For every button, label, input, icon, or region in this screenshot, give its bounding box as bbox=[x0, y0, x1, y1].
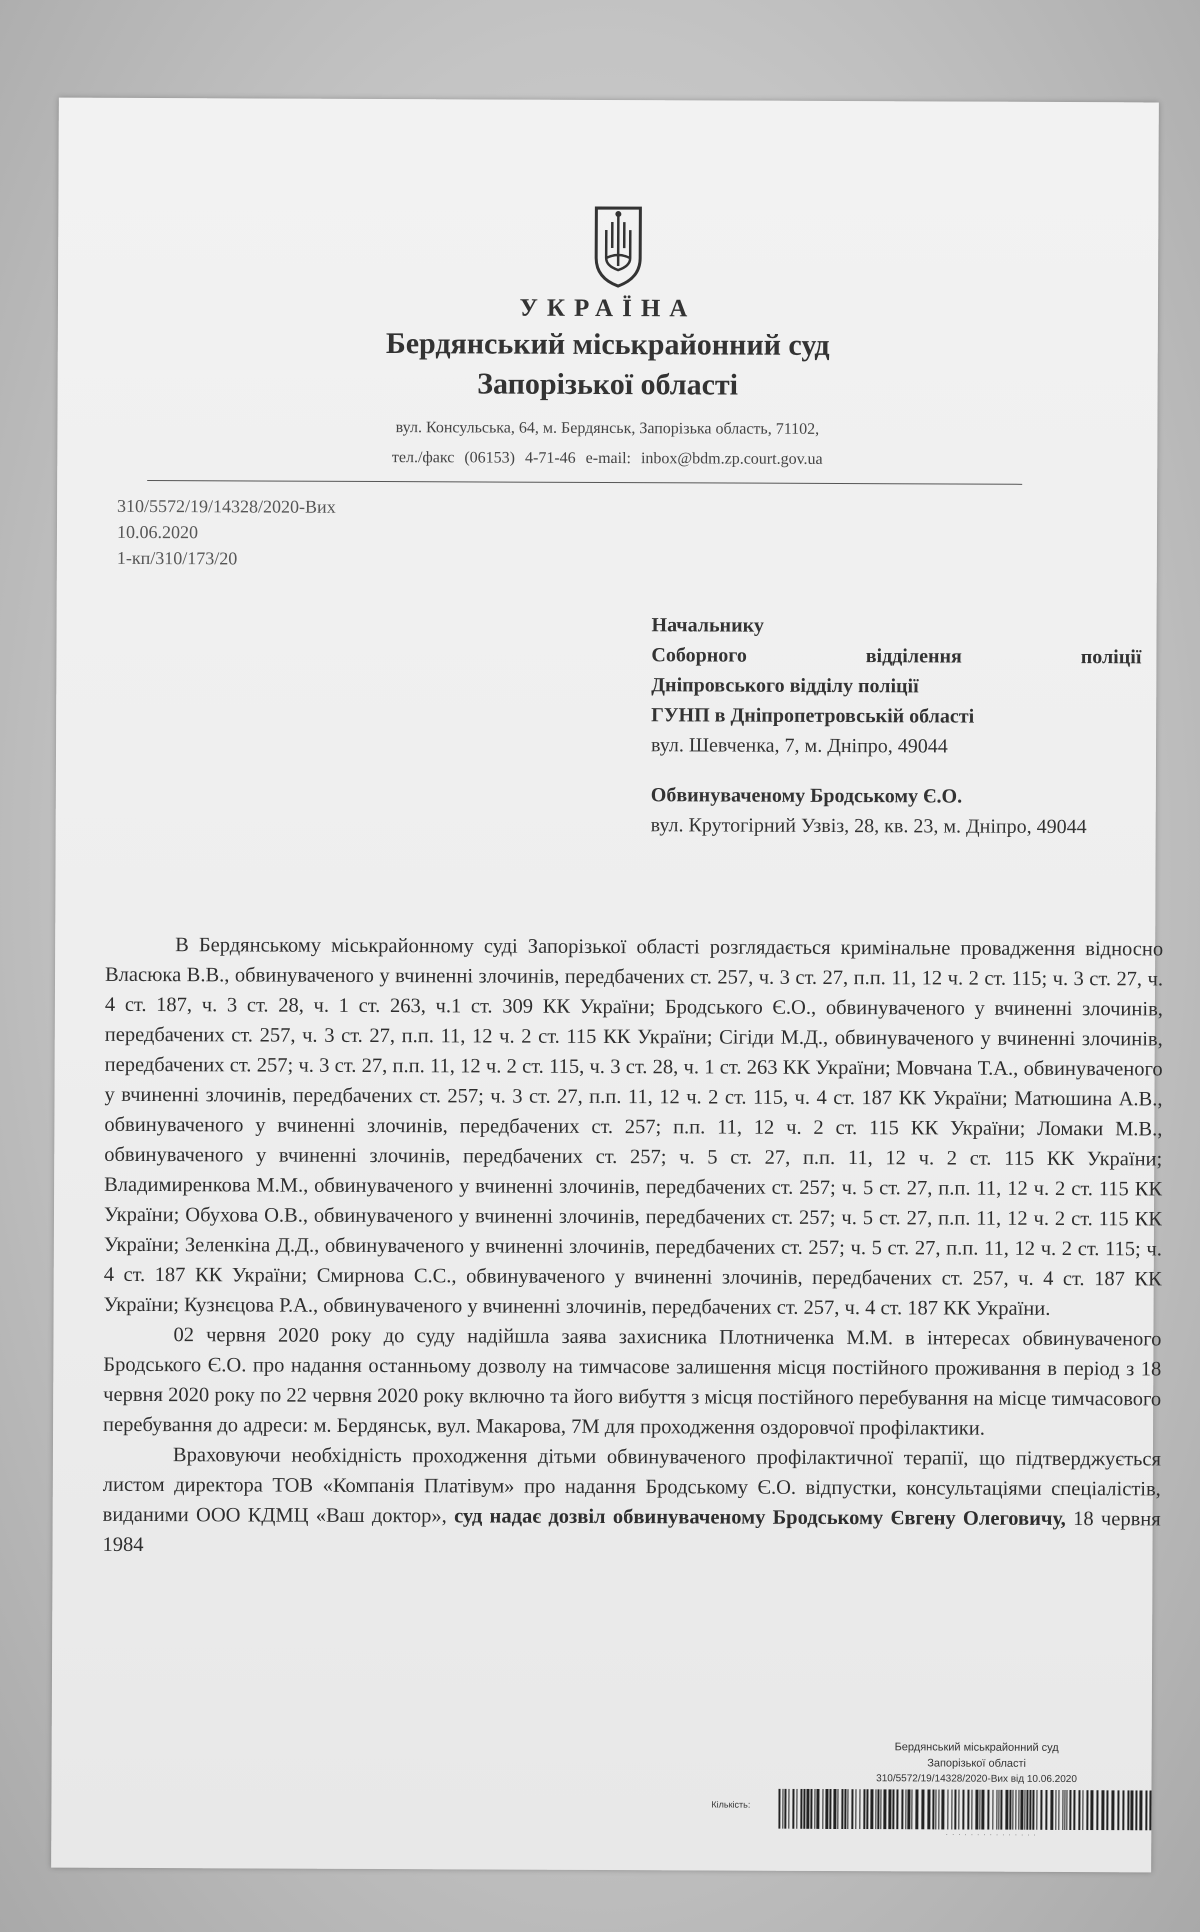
barcode-bar bbox=[958, 1790, 959, 1830]
barcode-bar bbox=[792, 1789, 794, 1829]
barcode-bar bbox=[1130, 1790, 1133, 1830]
barcode-bar bbox=[825, 1789, 828, 1829]
barcode-bar bbox=[1036, 1790, 1037, 1830]
barcode-bar bbox=[992, 1790, 993, 1830]
barcode-bar bbox=[1106, 1790, 1108, 1830]
barcode-bar bbox=[1024, 1790, 1025, 1830]
addressee-dept-word1: Соборного bbox=[651, 644, 747, 667]
barcode-bar bbox=[829, 1789, 831, 1829]
barcode-bar bbox=[1101, 1790, 1104, 1830]
body-paragraph-3-bold: суд надає дозвіл обвинуваченому Бродському Євгену Олеговичу, bbox=[454, 1505, 1066, 1531]
barcode-bar bbox=[1045, 1790, 1047, 1830]
barcode-bar bbox=[803, 1789, 805, 1829]
barcode-bar bbox=[800, 1789, 802, 1829]
barcode-bar bbox=[987, 1790, 989, 1830]
case-number: 1-кп/310/173/20 bbox=[116, 547, 238, 569]
barcode-bar bbox=[796, 1789, 797, 1829]
barcode-label: Кількість: bbox=[711, 1799, 751, 1810]
barcode-bar bbox=[998, 1790, 999, 1830]
barcode-bar bbox=[971, 1790, 972, 1830]
barcode-bar bbox=[1149, 1790, 1151, 1830]
barcode-bar bbox=[1000, 1790, 1002, 1830]
coat-of-arms-icon bbox=[588, 200, 648, 290]
barcode-bar bbox=[901, 1789, 903, 1829]
barcode-bar bbox=[1032, 1790, 1034, 1830]
barcode-bar bbox=[1018, 1790, 1019, 1830]
barcode-bar bbox=[1082, 1790, 1083, 1830]
barcode-bar bbox=[1086, 1790, 1088, 1830]
barcode-bar bbox=[1015, 1790, 1016, 1830]
barcode-bar bbox=[1078, 1790, 1080, 1830]
barcode-bar bbox=[1117, 1790, 1119, 1830]
barcode-icon bbox=[778, 1789, 1151, 1831]
barcode-bar bbox=[932, 1789, 934, 1829]
body-paragraph-1: В Бердянському міськрайонному суді Запорізької області розглядається кримінальне провадження відносно Власюка В.В., обвинуваченого у вчиненні злочинів, передбачених ст. 257, ч. 3 ст. 27, п.п. 11, 12 ч. 2 ст. 115; ч. 3 ст. 27, ч. 4 ст. 187, ч. 3 ст. 28, ч. 1 ст. 263, ч.1 ст. 309 КК України; Бродського Є.О., обвинуваченого у вчиненні злочинів, передбачених ст. 257, ч. 3 ст. 27, п.п. 11, 12 ч. 2 ст. 115 КК України; Сігіди М.Д., обвинуваченого у вчиненні злочинів, передбачених ст. 257; ч. 3 ст. 27, п.п. 11, 12 ч. 2 ст. 115, ч. 3 ст. 28, ч. 1 ст. 263 КК України; Мовчана Т.А., обвинуваченого у вчиненні злочинів, передбачених ст. 257; ч. 3 ст. 27, п.п. 11, 12 ч. 2 ст. 115, ч. 4 ст. 187 КК України; Матюшина А.В., обвинуваченого у вчиненні злочинів, передбачених ст. 257; п.п. 11, 12 ч. 2 ст. 115 КК України; Ломаки М.В., обвинуваченого у вчиненні злочинів, передбачених ст. 257; ч. 5 ст. 27, п.п. 11, 12 ч. 2 ст. 115 КК України; Владимиренкова М.М., обвинуваченого у вчиненні злочинів, передбачених ст. 257; ч. 5 ст. 27, п.п. 11, 12 ч. 2 ст. 115 КК України; Обухова О.В., обвинуваченого у вчиненні злочинів, передбачених ст. 257; ч. 5 ст. 27, п.п. 11, 12 ч. 2 ст. 115 КК України; Зеленкіна Д.Д., обвинуваченого у вчиненні злочинів, передбачених ст. 257; ч. 5 ст. 27, п.п. 11, 12 ч. 2 ст. 115; ч. 4 ст. 187 КК України; Смирнова С.С., обвинуваченого у вчиненні злочинів, передбачених ст. 257, ч. 4 ст. 187 КК України; Кузнєцова Р.А., обвинуваченого у вчиненні злочинів, передбачених ст. 257, ч. 4 ст. 187 КК України. bbox=[103, 934, 1164, 1320]
addressee-block bbox=[651, 610, 1142, 842]
barcode-bar bbox=[855, 1789, 856, 1829]
outgoing-date: 10.06.2020 bbox=[116, 521, 199, 543]
addressee-title: Начальнику bbox=[651, 614, 764, 637]
barcode-bar bbox=[907, 1789, 910, 1829]
barcode-bar bbox=[892, 1789, 894, 1829]
barcode-bar bbox=[921, 1789, 924, 1829]
addressee-address: вул. Шевченка, 7, м. Дніпро, 49044 bbox=[650, 734, 948, 758]
barcode-bar bbox=[1135, 1790, 1137, 1830]
barcode-bar bbox=[1069, 1790, 1071, 1830]
barcode-bar bbox=[822, 1789, 823, 1829]
barcode-bar bbox=[875, 1789, 876, 1829]
barcode-bar bbox=[896, 1789, 898, 1829]
barcode-bar bbox=[947, 1790, 948, 1830]
addressee-directorate: ГУНП в Дніпропетровській області bbox=[651, 704, 975, 728]
barcode-bar bbox=[841, 1789, 843, 1829]
header-divider bbox=[147, 480, 1022, 485]
barcode-bar bbox=[905, 1789, 906, 1829]
court-region: Запорізької області bbox=[477, 367, 739, 402]
barcode-digits: · · · · · · · · · · · · · · · bbox=[945, 1831, 1037, 1839]
country-title: УКРАЇНА bbox=[519, 294, 697, 323]
barcode-bar bbox=[888, 1789, 891, 1829]
barcode-bar bbox=[1029, 1790, 1031, 1830]
barcode-bar bbox=[915, 1789, 918, 1829]
barcode-bar bbox=[967, 1790, 969, 1830]
outgoing-number: 310/5572/19/14328/2020-Вих bbox=[117, 495, 336, 517]
stamp-court-region: Запорізької області bbox=[927, 1757, 1027, 1770]
barcode-bar bbox=[833, 1789, 836, 1829]
body-paragraph-3 bbox=[102, 1440, 1161, 1565]
body-paragraph-3-end: 18 червня 1984 bbox=[102, 1508, 1161, 1556]
addressee-department bbox=[651, 640, 1141, 672]
barcode-bar bbox=[1066, 1790, 1067, 1830]
barcode-bar bbox=[975, 1790, 978, 1830]
barcode-bar bbox=[962, 1790, 964, 1830]
barcode-bar bbox=[938, 1789, 939, 1829]
accused-address: вул. Крутогірний Узвіз, 28, кв. 23, м. Дніпро, 49044 bbox=[650, 814, 1087, 839]
barcode-bar bbox=[1055, 1790, 1056, 1830]
barcode-bar bbox=[877, 1789, 879, 1829]
letter-body bbox=[102, 930, 1163, 1565]
barcode-bar bbox=[847, 1789, 848, 1829]
court-address: вул. Консульська, 64, м. Бердянськ, Запорізька область, 71102, bbox=[395, 419, 820, 438]
court-name: Бердянський міськрайонний суд bbox=[385, 327, 830, 362]
barcode-bar bbox=[883, 1789, 886, 1829]
barcode-bar bbox=[1064, 1790, 1065, 1830]
barcode-bar bbox=[778, 1789, 780, 1829]
barcode-bar bbox=[1005, 1790, 1008, 1830]
document-page bbox=[51, 98, 1164, 1873]
barcode-bar bbox=[863, 1789, 865, 1829]
barcode-bar bbox=[844, 1789, 846, 1829]
barcode-bar bbox=[851, 1789, 853, 1829]
barcode-bar bbox=[911, 1789, 912, 1829]
barcode-bar bbox=[784, 1789, 786, 1829]
barcode-bar bbox=[1073, 1790, 1075, 1830]
barcode-bar bbox=[1096, 1790, 1098, 1830]
stamp-court-name: Бердянський міськрайонний суд bbox=[894, 1741, 1059, 1754]
barcode-bar bbox=[1122, 1790, 1124, 1830]
barcode-bar bbox=[1127, 1790, 1129, 1830]
barcode-bar bbox=[979, 1790, 980, 1830]
barcode-bar bbox=[837, 1789, 838, 1829]
barcode-bar bbox=[941, 1789, 944, 1829]
barcode-bar bbox=[996, 1790, 997, 1830]
barcode-bar bbox=[927, 1789, 930, 1829]
barcode-bar bbox=[859, 1789, 860, 1829]
barcode-bar bbox=[806, 1789, 809, 1829]
barcode-bar bbox=[866, 1789, 868, 1829]
barcode-bar bbox=[954, 1790, 956, 1830]
barcode-bar bbox=[870, 1789, 873, 1829]
barcode-bar bbox=[951, 1790, 952, 1830]
barcode-bar bbox=[1012, 1790, 1013, 1830]
barcode-bar bbox=[1062, 1790, 1063, 1830]
addressee-dept-word2: відділення bbox=[865, 645, 962, 668]
barcode-bar bbox=[935, 1789, 936, 1829]
barcode-bar bbox=[1139, 1790, 1142, 1830]
addressee-dept-word3: поліції bbox=[1080, 646, 1142, 669]
accused-addressee: Обвинуваченому Бродському Є.О. bbox=[650, 784, 963, 808]
barcode-bar bbox=[1026, 1790, 1028, 1830]
barcode-bar bbox=[1111, 1790, 1114, 1830]
barcode-bar bbox=[880, 1789, 881, 1829]
barcode-bar bbox=[1058, 1790, 1059, 1830]
barcode-bar bbox=[1009, 1790, 1011, 1830]
barcode-bar bbox=[1050, 1790, 1053, 1830]
body-paragraph-2: 02 червня 2020 року до суду надійшла заява захисника Плотниченка М.М. в інтересах обвинуваченого Бродського Є.О. про надання останньому дозволу на тимчасове залишення місця постійного проживання в період з 18 червня 2020 року по 22 червня 2020 року включно та його вибуття з місця постійного перебування на місце тимчасового перебування до адреси: м. Бердянськ, вул. Макарова, 7М для проходження оздоровчої профілактики. bbox=[103, 1324, 1162, 1440]
barcode-bar bbox=[1145, 1790, 1147, 1830]
barcode-bar bbox=[1020, 1790, 1023, 1830]
barcode-bar bbox=[782, 1789, 783, 1829]
barcode-bar bbox=[788, 1789, 789, 1829]
barcode-bar bbox=[1040, 1790, 1042, 1830]
barcode-bar bbox=[816, 1789, 819, 1829]
court-contacts: тел./факс (06153) 4-71-46 e-mail: inbox@bdm.zp.court.gov.ua bbox=[391, 449, 823, 468]
stamp-registration: 310/5572/19/14328/2020-Вих від 10.06.2020 bbox=[876, 1773, 1077, 1786]
barcode-bar bbox=[1090, 1790, 1093, 1830]
barcode-bar bbox=[810, 1789, 812, 1829]
body-paragraph-3-start: Враховуючи необхідність проходження дітьми обвинуваченого профілактичної терапії, що підтверджується листом директора ТОВ «Компанія Платівум» про надання Бродському Є.О. відпустки, консультаціями спеціалістів, виданими ООО КДМЦ «Ваш доктор», bbox=[102, 1444, 1161, 1528]
addressee-division: Дніпровського відділу поліції bbox=[651, 674, 919, 698]
barcode-bar bbox=[814, 1789, 815, 1829]
barcode-bar bbox=[981, 1790, 984, 1830]
